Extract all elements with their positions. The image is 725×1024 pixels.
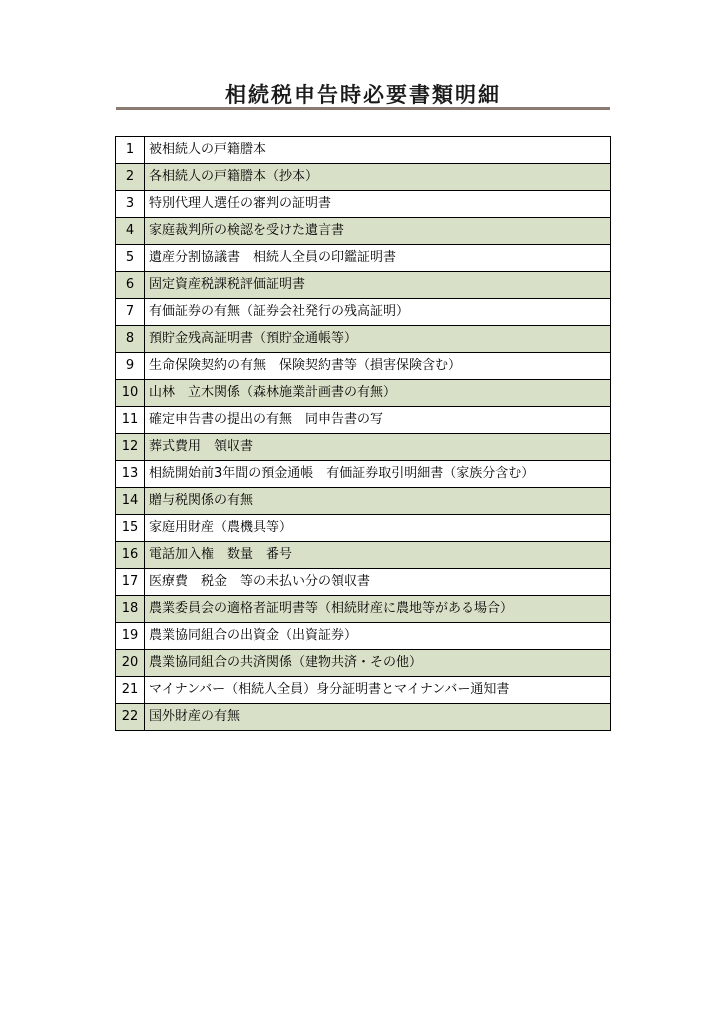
- table-row: [116, 137, 611, 164]
- table-row: [116, 299, 611, 326]
- table-row: [116, 488, 611, 515]
- row-item: 相続開始前3年間の預金通帳 有価証券取引明細書（家族分含む）: [145, 461, 611, 488]
- row-item: 生命保険契約の有無 保険契約書等（損害保険含む）: [145, 353, 611, 380]
- row-item: 国外財産の有無: [145, 704, 611, 731]
- row-item: 贈与税関係の有無: [145, 488, 611, 515]
- table-row: [116, 677, 611, 704]
- table-row: [116, 623, 611, 650]
- table-row: [116, 542, 611, 569]
- row-item: 固定資産税課税評価証明書: [145, 272, 611, 299]
- row-number: 8: [116, 326, 145, 353]
- table-row: [116, 272, 611, 299]
- row-number: 6: [116, 272, 145, 299]
- row-number: 22: [116, 704, 145, 731]
- row-number: 1: [116, 137, 145, 164]
- table-row: [116, 326, 611, 353]
- table-row: [116, 650, 611, 677]
- row-number: 2: [116, 164, 145, 191]
- row-number: 15: [116, 515, 145, 542]
- row-item: 電話加入権 数量 番号: [145, 542, 611, 569]
- row-number: 19: [116, 623, 145, 650]
- title-underline: [116, 107, 610, 110]
- row-number: 11: [116, 407, 145, 434]
- table-row: [116, 353, 611, 380]
- table-row: [116, 245, 611, 272]
- table-row: [116, 569, 611, 596]
- row-number: 13: [116, 461, 145, 488]
- row-item: 各相続人の戸籍謄本（抄本）: [145, 164, 611, 191]
- row-number: 3: [116, 191, 145, 218]
- row-number: 17: [116, 569, 145, 596]
- table-row: [116, 218, 611, 245]
- row-item: 医療費 税金 等の未払い分の領収書: [145, 569, 611, 596]
- row-item: 葬式費用 領収書: [145, 434, 611, 461]
- table-row: [116, 461, 611, 488]
- row-item: 被相続人の戸籍謄本: [145, 137, 611, 164]
- row-number: 14: [116, 488, 145, 515]
- table-row: [116, 164, 611, 191]
- row-item: 確定申告書の提出の有無 同申告書の写: [145, 407, 611, 434]
- row-item: 農業協同組合の出資金（出資証券）: [145, 623, 611, 650]
- row-item: 遺産分割協議書 相続人全員の印鑑証明書: [145, 245, 611, 272]
- row-number: 10: [116, 380, 145, 407]
- table-row: [116, 515, 611, 542]
- row-number: 21: [116, 677, 145, 704]
- row-number: 9: [116, 353, 145, 380]
- row-number: 12: [116, 434, 145, 461]
- row-number: 18: [116, 596, 145, 623]
- row-item: 家庭裁判所の検認を受けた遺言書: [145, 218, 611, 245]
- row-number: 5: [116, 245, 145, 272]
- row-item: 特別代理人選任の審判の証明書: [145, 191, 611, 218]
- table-row: [116, 596, 611, 623]
- row-item: 農業協同組合の共済関係（建物共済・その他）: [145, 650, 611, 677]
- row-item: 農業委員会の適格者証明書等（相続財産に農地等がある場合）: [145, 596, 611, 623]
- row-item: マイナンバー（相続人全員）身分証明書とマイナンバー通知書: [145, 677, 611, 704]
- table-row: [116, 407, 611, 434]
- row-item: 有価証券の有無（証券会社発行の残高証明）: [145, 299, 611, 326]
- page-title: 相続税申告時必要書類明細: [225, 83, 501, 107]
- row-item: 家庭用財産（農機具等）: [145, 515, 611, 542]
- table-row: [116, 380, 611, 407]
- table-row: [116, 434, 611, 461]
- row-item: 預貯金残高証明書（預貯金通帳等）: [145, 326, 611, 353]
- row-number: 20: [116, 650, 145, 677]
- required-documents-table: [115, 136, 611, 731]
- row-number: 4: [116, 218, 145, 245]
- row-number: 7: [116, 299, 145, 326]
- table-row: [116, 704, 611, 731]
- row-item: 山林 立木関係（森林施業計画書の有無）: [145, 380, 611, 407]
- table-row: [116, 191, 611, 218]
- row-number: 16: [116, 542, 145, 569]
